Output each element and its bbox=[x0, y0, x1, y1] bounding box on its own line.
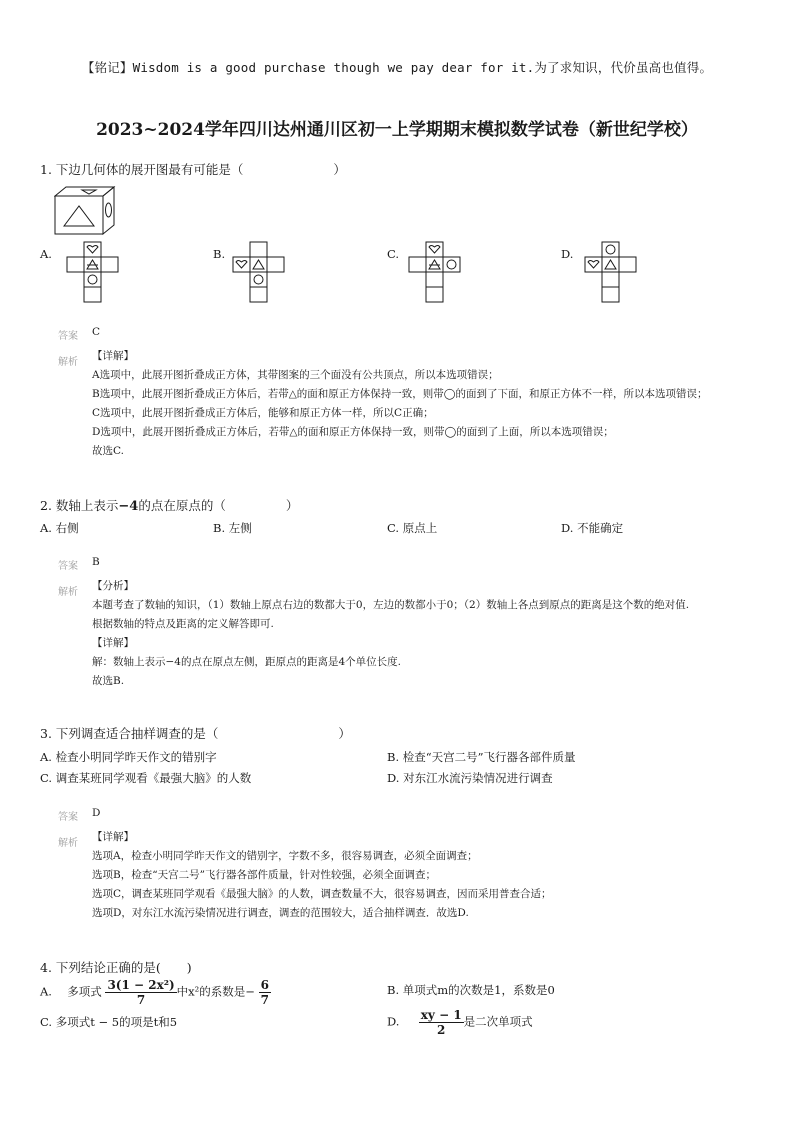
q3-option-d: D. 对东江水流污染情况进行调查 bbox=[387, 771, 553, 785]
q4-option-a-mid: 中x²的系数是− bbox=[176, 984, 255, 999]
circle-icon bbox=[88, 275, 97, 284]
q1-analysis bbox=[92, 347, 708, 461]
q4-option-a-label: A. bbox=[40, 984, 52, 999]
q3-answer-label: 答案 bbox=[58, 812, 78, 823]
circle-icon bbox=[447, 260, 456, 269]
q2-answer-label: 答案 bbox=[58, 561, 78, 572]
question-4-stem bbox=[40, 960, 192, 976]
question-3-paren: ） bbox=[338, 726, 351, 741]
q2-answer-value: B bbox=[92, 556, 100, 568]
analysis-line: A选项中，此展开图折叠成正方体，其带图案的三个面没有公共顶点，所以本选项错误； bbox=[92, 369, 499, 381]
triangle-icon bbox=[64, 206, 94, 226]
analysis-line: 故选C. bbox=[92, 445, 124, 457]
analysis-line: 选项D，对东江水流污染情况进行调查，调查的范围较大，适合抽样调查．故选D. bbox=[92, 907, 469, 919]
q4-option-a bbox=[40, 978, 271, 1007]
q3-answer-value: D bbox=[92, 807, 101, 819]
q4-option-d-label: D. bbox=[387, 1014, 400, 1029]
q1-answer-value: C bbox=[92, 326, 101, 338]
analysis-line: B选项中，此展开图折叠成正方体后，若带△的面和原正方体保持一致，则带◯的面到了下面，和原正方体不一样，所以本选项错误； bbox=[92, 388, 708, 400]
q4-option-a-text: 多项式 bbox=[67, 984, 102, 999]
q1-option-b-label: B. bbox=[213, 247, 226, 261]
analysis-line: 【详解】 bbox=[92, 350, 134, 362]
circle-icon bbox=[254, 275, 263, 284]
analysis-line: 解：数轴上表示−4的点在原点左侧，距原点的距离是4个单位长度. bbox=[92, 656, 401, 668]
question-1-text: 1. 下边几何体的展开图最有可能是（ bbox=[40, 162, 244, 177]
net-b bbox=[232, 241, 288, 305]
analysis-line: C选项中，此展开图折叠成正方体后，能够和原正方体一样，所以C正确； bbox=[92, 407, 434, 419]
heart-icon bbox=[82, 190, 96, 194]
analysis-line: 【详解】 bbox=[92, 637, 134, 649]
q2-option-d: D. 不能确定 bbox=[561, 521, 624, 535]
q1-answer-label: 答案 bbox=[58, 331, 78, 342]
q3-option-b: B. 检查“天宫二号”飞行器各部件质量 bbox=[387, 750, 576, 764]
q3-option-c: C. 调查某班同学观看《最强大脑》的人数 bbox=[40, 771, 252, 785]
heart-icon bbox=[588, 261, 599, 269]
cube-figure bbox=[54, 186, 124, 236]
triangle-icon bbox=[253, 260, 264, 269]
question-2-text-pre: 2. 数轴上表示 bbox=[40, 498, 119, 513]
q2-option-b: B. 左侧 bbox=[213, 521, 252, 535]
question-2-number: −4 bbox=[118, 499, 139, 514]
analysis-line: 故选B. bbox=[92, 675, 125, 687]
circle-icon bbox=[106, 203, 112, 217]
q1-option-a-label: A. bbox=[40, 247, 52, 261]
question-4-paren: ) bbox=[186, 960, 192, 975]
q1-analysis-label: 解析 bbox=[58, 357, 78, 368]
q2-analysis-label: 解析 bbox=[58, 587, 78, 598]
analysis-line: 【详解】 bbox=[92, 831, 134, 843]
heart-icon bbox=[429, 246, 440, 254]
question-2-paren: ） bbox=[285, 498, 299, 513]
q4-option-d-fraction: $\frac{xy - 1}{2}$ bbox=[420, 1008, 462, 1037]
q4-option-d bbox=[387, 1008, 533, 1037]
analysis-line: 本题考查了数轴的知识，（1）数轴上原点右边的数都大于0，左边的数都小于0；（2）数轴上各点到原点的距离是这个数的绝对值. bbox=[92, 599, 690, 611]
q3-option-a: A. 检查小明同学昨天作文的错别字 bbox=[40, 750, 217, 764]
net-c bbox=[408, 241, 464, 305]
analysis-line: 选项A，检查小明同学昨天作文的错别字，字数不多，很容易调查，必须全面调查； bbox=[92, 850, 478, 862]
question-4-text: 4. 下列结论正确的是( bbox=[40, 960, 161, 975]
heart-icon bbox=[236, 261, 247, 269]
question-3-stem bbox=[40, 726, 351, 742]
question-1-paren: ） bbox=[333, 162, 346, 177]
analysis-line: 选项B，检查“天宫二号”飞行器各部件质量，针对性较强，必须全面调查； bbox=[92, 869, 436, 881]
q1-option-d-label: D. bbox=[561, 247, 574, 261]
heart-icon bbox=[87, 246, 98, 254]
net-d bbox=[584, 241, 640, 305]
triangle-icon bbox=[605, 260, 616, 269]
question-2-stem bbox=[40, 498, 298, 515]
cube-side-face bbox=[103, 187, 114, 234]
q4-option-d-text: 是二次单项式 bbox=[463, 1014, 533, 1029]
q2-option-c: C. 原点上 bbox=[387, 521, 438, 535]
motto: 【铭记】Wisdom is a good purchase though we pay dear for it.为了求知识，代价虽高也值得。 bbox=[81, 60, 713, 75]
q4-option-a-coefficient: $\frac{6}{7}$ bbox=[260, 978, 269, 1007]
question-3-text: 3. 下列调查适合抽样调查的是（ bbox=[40, 726, 219, 741]
page-title: 2023~2024学年四川达州通川区初一上学期期末模拟数学试卷（新世纪学校） bbox=[96, 120, 698, 140]
analysis-line: D选项中，此展开图折叠成正方体后，若带△的面和原正方体保持一致，则带◯的面到了上面，所以本选项错误； bbox=[92, 426, 614, 438]
q2-option-a: A. 右侧 bbox=[40, 521, 79, 535]
net-a bbox=[66, 241, 122, 305]
circle-icon bbox=[606, 245, 615, 254]
q4-option-b: B. 单项式m的次数是1，系数是0 bbox=[387, 983, 555, 997]
cube-front-face bbox=[55, 196, 103, 234]
q1-option-c-label: C. bbox=[387, 247, 400, 261]
analysis-line: 【分析】 bbox=[92, 580, 134, 592]
analysis-line: 选项C，调查某班同学观看《最强大脑》的人数，调查数量不大，很容易调查，因而采用普查合适； bbox=[92, 888, 552, 900]
q3-analysis bbox=[92, 828, 552, 923]
analysis-line: 根据数轴的特点及距离的定义解答即可. bbox=[92, 618, 274, 630]
question-1-stem bbox=[40, 162, 346, 178]
q4-option-a-fraction: $\frac{\text{3(1 − 2x²)}}{7}$ bbox=[107, 978, 175, 1007]
q3-analysis-label: 解析 bbox=[58, 838, 78, 849]
q4-option-c: C. 多项式t − 5的项是t和5 bbox=[40, 1015, 178, 1029]
question-2-text-post: 的点在原点的（ bbox=[138, 498, 226, 513]
q2-analysis bbox=[92, 577, 689, 691]
